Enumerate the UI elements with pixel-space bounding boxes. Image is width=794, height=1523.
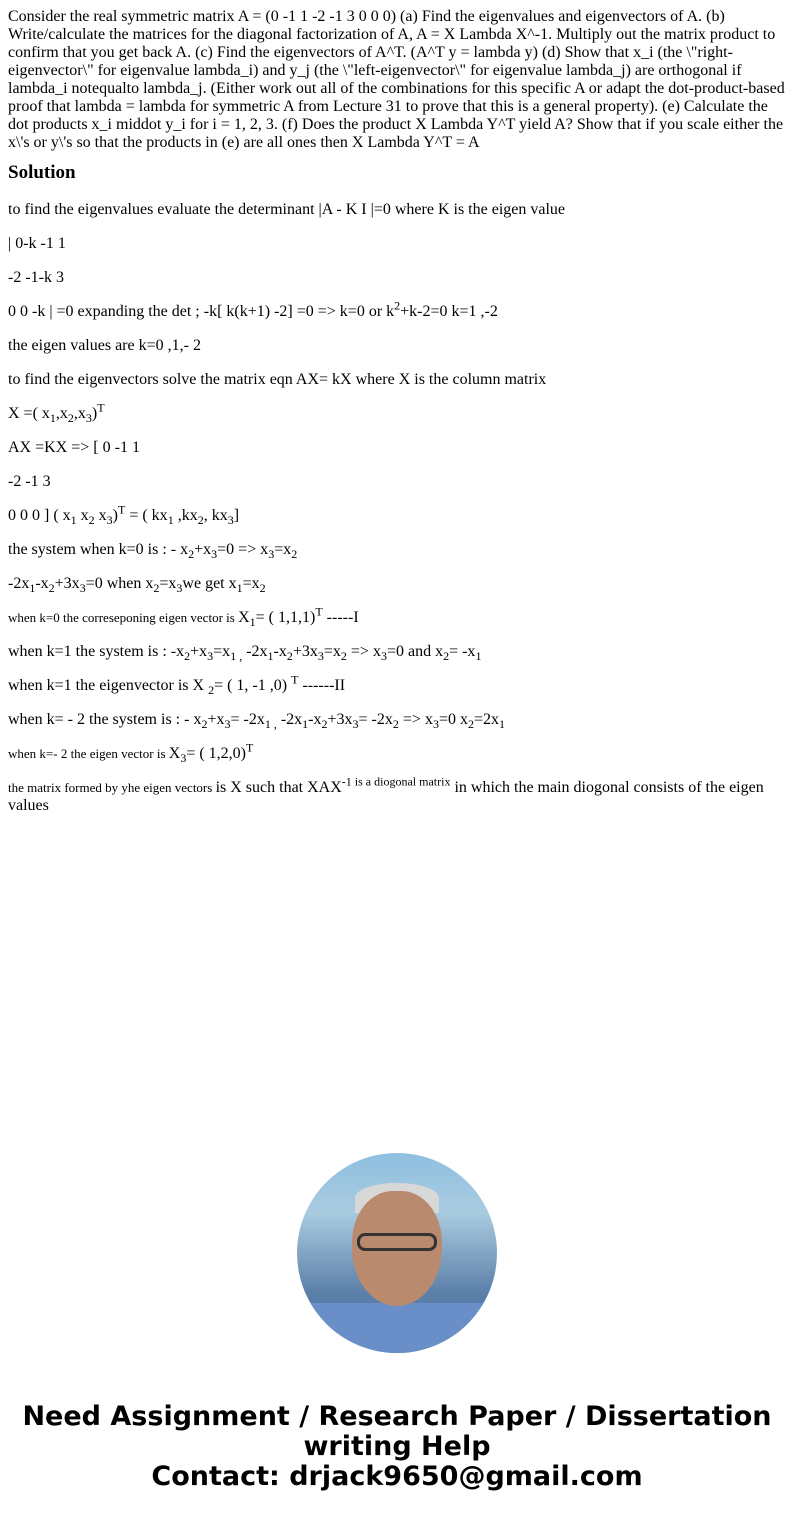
- math-segment: , kx: [203, 507, 228, 524]
- contact-email: Contact: drjack9650@gmail.com: [151, 1461, 643, 1492]
- math-segment: 0 0 0 ] ( x: [8, 507, 71, 524]
- math-segment: => x: [346, 643, 381, 660]
- math-segment: -----I: [322, 609, 359, 626]
- math-segment: = ( 1,2,0): [186, 745, 247, 762]
- math-segment: when k=1 the system is : -x: [8, 643, 185, 660]
- math-segment: 2: [67, 411, 74, 426]
- math-segment: 2: [259, 581, 266, 596]
- math-segment: X =( x: [8, 405, 50, 422]
- math-segment: -2x: [8, 575, 30, 592]
- math-segment: 1: [49, 411, 56, 426]
- math-segment: when k=0 the correseponing eigen vector is: [8, 610, 239, 625]
- question-text: Consider the real symmetric matrix A = (0 -1 1 -2 -1 3 0 0 0) (a) Find the eigenvalues and eigenvectors of A. (b) Write/calculate the matrices for the diagonal factorization of A, A = X Lambda X^-1. Multiply out the matrix product to confirm that you get back A. (c) Find the eigenvectors of A^T. (A^T y = lambda y) (d) Show that x_i (the \"right-eigenvector\" for eigenvalue lambda_i) and y_j (the \"left-eigenvector\" for eigenvalue lambda_j) are orthogonal if lambda_i notequalto lambda_j. (Either work out all of the combinations for this specific A or adapt the dot-product-based proof that lambda = lambda for symmetric A from Lecture 31 to prove that this is a general property). (e) Calculate the dot products x_i middot y_i for i = 1, 2, 3. (f) Does the product X Lambda Y^T yield A? Show that if you scale either the x\'s or y\'s so that the products in (e) are all ones then X Lambda Y^T = A: [8, 8, 785, 151]
- math-segment: =2x: [473, 711, 499, 728]
- math-segment: = ( 1,1,1): [255, 609, 316, 626]
- promo-footer: [0, 1402, 794, 1492]
- math-segment: the matrix formed by yhe eigen vectors: [8, 780, 216, 795]
- solution-line: [8, 672, 786, 698]
- math-segment: 2: [321, 717, 328, 732]
- math-segment: 2: [394, 298, 401, 313]
- math-segment: the eigen values are k=0 ,1,- 2: [8, 337, 201, 354]
- math-segment: when k=1 the eigenvector is X: [8, 677, 209, 694]
- math-segment: =0 x: [438, 711, 468, 728]
- math-segment: 2: [291, 547, 298, 562]
- math-segment: 3: [211, 547, 218, 562]
- math-segment: -2 -1-k 3: [8, 269, 64, 286]
- math-segment: x: [76, 507, 89, 524]
- math-segment: ): [91, 405, 98, 422]
- math-segment: is X such that XAX: [215, 779, 342, 796]
- math-segment: =x: [213, 643, 231, 660]
- math-segment: 1: [475, 649, 482, 664]
- math-segment: T: [246, 740, 254, 755]
- math-segment: 3: [207, 649, 214, 664]
- math-segment: 1: [499, 717, 505, 732]
- math-segment: 2: [188, 547, 195, 562]
- math-segment: 2: [286, 649, 293, 664]
- math-segment: 2: [443, 649, 450, 664]
- solution-heading: Solution: [8, 162, 76, 183]
- math-segment: = -x: [449, 643, 476, 660]
- math-segment: 2: [88, 513, 95, 528]
- author-photo: [297, 1153, 497, 1353]
- math-segment: 2: [467, 717, 474, 732]
- math-segment: 3: [432, 717, 439, 732]
- math-segment: X: [168, 745, 181, 762]
- solution-line: [8, 774, 786, 815]
- math-segment: we get x: [182, 575, 237, 592]
- math-segment: +3x: [327, 711, 353, 728]
- math-segment: -2x: [242, 643, 268, 660]
- math-segment: 3: [180, 751, 187, 766]
- math-segment: 3: [106, 513, 113, 528]
- math-segment: -x: [273, 643, 287, 660]
- math-segment: X: [238, 609, 250, 626]
- solution-line: [8, 502, 786, 528]
- math-segment: =0 => x: [217, 541, 269, 558]
- math-segment: ,kx: [173, 507, 198, 524]
- solution-line: [8, 235, 786, 253]
- math-segment: 2: [184, 649, 191, 664]
- math-segment: 2: [197, 513, 204, 528]
- math-segment: =0 and x: [386, 643, 444, 660]
- math-segment: = ( 1, -1 ,0): [214, 677, 292, 694]
- math-segment: +k-2=0 k=1 ,-2: [400, 303, 498, 320]
- math-segment: 2: [48, 581, 55, 596]
- math-segment: 1 ,: [230, 649, 243, 664]
- math-segment: 1: [167, 513, 174, 528]
- math-segment: ): [112, 507, 118, 524]
- math-segment: 2: [201, 717, 208, 732]
- math-segment: -x: [35, 575, 49, 592]
- solution-line: [8, 298, 786, 321]
- math-segment: 3: [224, 717, 231, 732]
- math-segment: 1: [267, 649, 274, 664]
- math-segment: in which the main diogonal consists of the eigen values: [8, 779, 764, 814]
- math-segment: 2: [153, 581, 160, 596]
- solution-line: [8, 337, 786, 355]
- math-segment: 2: [208, 683, 215, 698]
- math-segment: +x: [190, 643, 208, 660]
- glasses-icon: [357, 1233, 437, 1251]
- math-segment: +3x: [292, 643, 318, 660]
- math-segment: -2 -1 3: [8, 473, 51, 490]
- math-segment: when k=- 2 the eigen vector is: [8, 746, 169, 761]
- math-segment: +x: [207, 711, 225, 728]
- math-segment: -x: [308, 711, 322, 728]
- math-segment: 2: [392, 717, 399, 732]
- math-segment: 3: [317, 649, 324, 664]
- math-segment: 0 0 -k | =0 expanding the det ; -k[ k(k+1) -2] =0 => k=0 or k: [8, 303, 395, 320]
- math-segment: ,x: [55, 405, 68, 422]
- promo-headline: Need Assignment / Research Paper / Dissertation writing Help: [22, 1401, 772, 1462]
- solution-line: [8, 201, 786, 219]
- math-segment: 3: [176, 581, 183, 596]
- math-segment: AX =KX => [ 0 -1 1: [8, 439, 140, 456]
- math-segment: 3: [227, 513, 234, 528]
- math-segment: 3: [85, 411, 92, 426]
- math-segment: 1: [236, 581, 243, 596]
- math-segment: +x: [194, 541, 212, 558]
- math-segment: 1 ,: [264, 717, 277, 732]
- solution-line: [8, 604, 786, 630]
- solution-line: [8, 740, 786, 766]
- solution-line: [8, 269, 786, 287]
- solution-line: [8, 439, 786, 457]
- math-segment: | 0-k -1 1: [8, 235, 66, 252]
- math-segment: =x: [323, 643, 341, 660]
- math-segment: 1: [302, 717, 309, 732]
- math-segment: ,x: [73, 405, 86, 422]
- math-segment: =x: [159, 575, 177, 592]
- solution-line: [8, 575, 786, 596]
- math-segment: +3x: [54, 575, 80, 592]
- math-segment: = ( kx: [125, 507, 168, 524]
- math-segment: 3: [352, 717, 359, 732]
- math-segment: T: [291, 672, 299, 687]
- math-segment: T: [117, 502, 126, 517]
- math-segment: when k= - 2 the system is : - x: [8, 711, 202, 728]
- solution-line: [8, 400, 786, 426]
- math-segment: T: [97, 400, 105, 415]
- math-segment: 3: [268, 547, 275, 562]
- solution-line: [8, 711, 786, 732]
- math-segment: ]: [233, 507, 240, 524]
- math-segment: =0 when x: [85, 575, 154, 592]
- math-segment: 2: [340, 649, 347, 664]
- math-segment: =x: [242, 575, 260, 592]
- solution-line: [8, 473, 786, 491]
- solution-line: [8, 541, 786, 562]
- math-segment: 3: [79, 581, 86, 596]
- math-segment: = -2x: [230, 711, 265, 728]
- math-segment: 1: [70, 513, 77, 528]
- math-segment: -2x: [276, 711, 303, 728]
- math-segment: =x: [274, 541, 292, 558]
- math-segment: to find the eigenvectors solve the matrix eqn AX= kX where X is the column matrix: [8, 371, 547, 388]
- math-segment: => x: [398, 711, 433, 728]
- math-segment: 1: [29, 581, 36, 596]
- math-segment: 1: [249, 615, 256, 630]
- solution-line: [8, 643, 786, 664]
- math-segment: T: [315, 604, 323, 619]
- solution-body: [8, 201, 786, 815]
- math-segment: x: [94, 507, 107, 524]
- math-segment: -1 is a diogonal matrix: [341, 774, 451, 789]
- math-segment: to find the eigenvalues evaluate the determinant |A - K I |=0 where K is the eigen value: [8, 201, 566, 218]
- math-segment: = -2x: [358, 711, 393, 728]
- solution-line: [8, 371, 786, 389]
- math-segment: the system when k=0 is : - x: [8, 541, 189, 558]
- math-segment: 3: [380, 649, 387, 664]
- math-segment: ------II: [298, 677, 346, 694]
